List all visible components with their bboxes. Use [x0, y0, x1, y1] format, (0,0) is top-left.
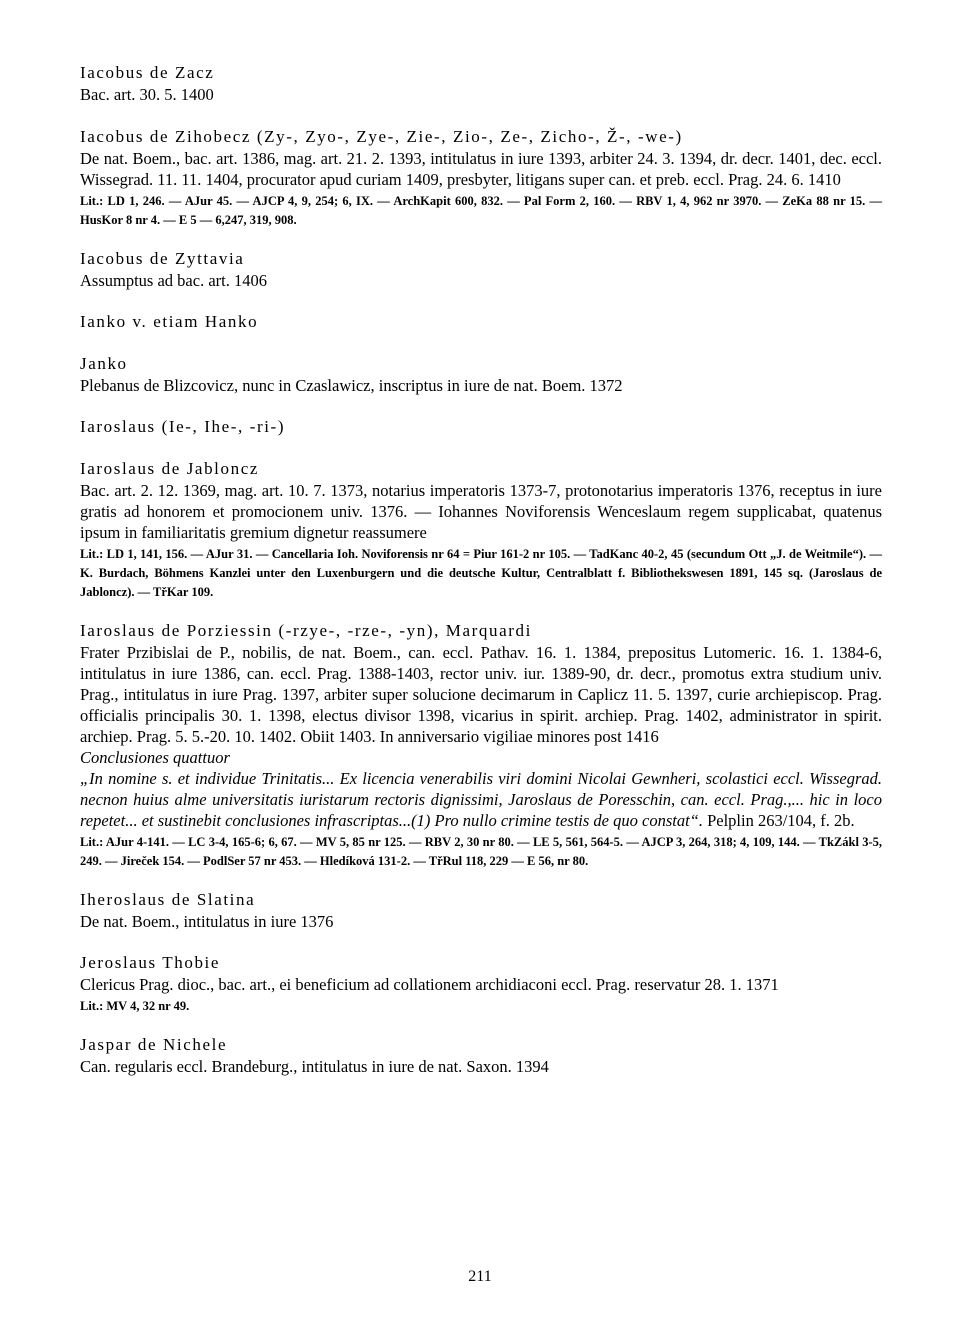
- entry-heading: Iaroslaus de Porziessin (-rzye-, -rze-, -yn), Marquardi: [80, 621, 532, 640]
- quotation: [80, 768, 882, 831]
- entry: [80, 952, 882, 1016]
- entry: [80, 458, 882, 602]
- entry-text: Assumptus ad bac. art. 1406: [80, 271, 267, 290]
- entry: [80, 889, 882, 932]
- entry: [80, 126, 882, 230]
- literature-references: Lit.: AJur 4-141. — LC 3-4, 165-6; 6, 67. — MV 5, 85 nr 125. — RBV 2, 30 nr 80. — LE 5, 561, 564-5. — AJCP 3, 264, 318; 4, 109, 144. — TkZákl 3-5, 249. — Jireček 154. — PodlSer 57 nr 453. — Hledíková 131-2. — TřRul 118, 229 — E 56, nr 80.: [80, 835, 882, 868]
- entry: [80, 353, 882, 396]
- entry: [80, 1034, 882, 1077]
- conclusiones-title: Conclusiones quattuor: [80, 748, 230, 767]
- literature-references: Lit.: LD 1, 141, 156. — AJur 31. — Cancellaria Ioh. Noviforensis nr 64 = Piur 161-2 nr 105. — TadKanc 40-2, 45 (secundum Ott „J. de Weitmile“). — K. Burdach, Böhmens Kanzlei unter den Luxenburgern und die deutsche Kultur, Centralblatt f. Bibliothekswesen 1891, 145 sq. (Jaroslaus de Jabloncz). — TřKar 109.: [80, 547, 882, 599]
- page-number: 211: [468, 1268, 492, 1285]
- entry-text: Frater Przibislai de P., nobilis, de nat. Boem., can. eccl. Pathav. 16. 1. 1384, prepositus Lutomeric. 16. 1. 1384-6, intitulatus in iure 1386, can. eccl. Prag. 1388-1403, rector univ. iur. 1389-90, dr. decr., promotus extra studium univ. Prag., intitulatus in iure Prag. 1397, arbiter super solucione decimarum in Caplicz 11. 5. 1397, curie archiepiscop. Prag. officialis principalis 30. 1. 1398, electus divisor 1398, vicarius in spirit. archiep. Prag. 1402, administrator in spirit. archiep. Prag. 5. 5.-20. 10. 1402. Obiit 1403. In anniversario vigiliae minores post 1416: [80, 643, 882, 746]
- manuscript-reference: Pelplin 263/104, f. 2b.: [702, 811, 855, 830]
- entry: [80, 416, 882, 438]
- quotation-text: „In nomine s. et individue Trinitatis... Ex licencia venerabilis viri domini Nicolai Gewnheri, scolastici eccl. Wissegrad. necnon huius alme universitatis iuristarum rectoris dignissimi, Jaroslaus de Poresschin, can. eccl. Prag.,... hic in loco repetet... et sustinebit conclusiones infrascriptas...(1) Pro nullo crimine testis de quo constat“.: [80, 769, 882, 830]
- entry-heading: Jeroslaus Thobie: [80, 953, 221, 972]
- entry: [80, 311, 882, 333]
- entry-text: Bac. art. 30. 5. 1400: [80, 85, 214, 104]
- entry-text: Bac. art. 2. 12. 1369, mag. art. 10. 7. 1373, notarius imperatoris 1373-7, protonotarius imperatoris 1376, receptus in iure gratis ad honorem et promocionem univ. 1376. — Iohannes Noviforensis Wenceslaum regem supplicabat, quatenus ipsum in familiaritatis gremium dignetur reassumere: [80, 481, 882, 542]
- literature-references: Lit.: MV 4, 32 nr 49.: [80, 999, 190, 1013]
- entry-heading: Ianko v. etiam Hanko: [80, 312, 259, 331]
- entry-text: Can. regularis eccl. Brandeburg., intitulatus in iure de nat. Saxon. 1394: [80, 1057, 549, 1076]
- entry-text: Clericus Prag. dioc., bac. art., ei beneficium ad collationem archidiaconi eccl. Prag. reservatur 28. 1. 1371: [80, 975, 779, 994]
- entry-heading: Iacobus de Zacz: [80, 63, 215, 82]
- entry-heading: Janko: [80, 354, 128, 373]
- entry: [80, 62, 882, 105]
- entry-text: De nat. Boem., bac. art. 1386, mag. art. 21. 2. 1393, intitulatus in iure 1393, arbiter 24. 3. 1394, dr. decr. 1401, dec. eccl. Wissegrad. 11. 11. 1404, procurator apud curiam 1409, presbyter, litigans super can. et preb. eccl. Prag. 24. 6. 1410: [80, 149, 882, 189]
- entry-heading: Iaroslaus de Jabloncz: [80, 459, 259, 478]
- entry-text: De nat. Boem., intitulatus in iure 1376: [80, 912, 334, 931]
- literature-references: Lit.: LD 1, 246. — AJur 45. — AJCP 4, 9, 254; 6, IX. — ArchKapit 600, 832. — Pal Form 2, 160. — RBV 1, 4, 962 nr 3970. — ZeKa 88 nr 15. — HusKor 8 nr 4. — E 5 — 6,247, 319, 908.: [80, 194, 882, 227]
- entry-text: Plebanus de Blizcovicz, nunc in Czaslawicz, inscriptus in iure de nat. Boem. 1372: [80, 376, 623, 395]
- entry-heading: Iacobus de Zihobecz (Zy-, Zyo-, Zye-, Zie-, Zio-, Ze-, Zicho-, Ž-, -we-): [80, 127, 683, 146]
- entry-heading: Iheroslaus de Slatina: [80, 890, 256, 909]
- entry: [80, 620, 882, 871]
- entry: [80, 248, 882, 291]
- entry-heading: Iacobus de Zyttavia: [80, 249, 245, 268]
- entry-heading: Iaroslaus (Ie-, Ihe-, -ri-): [80, 417, 286, 436]
- page-content: [80, 62, 882, 1077]
- entry-heading: Jaspar de Nichele: [80, 1035, 228, 1054]
